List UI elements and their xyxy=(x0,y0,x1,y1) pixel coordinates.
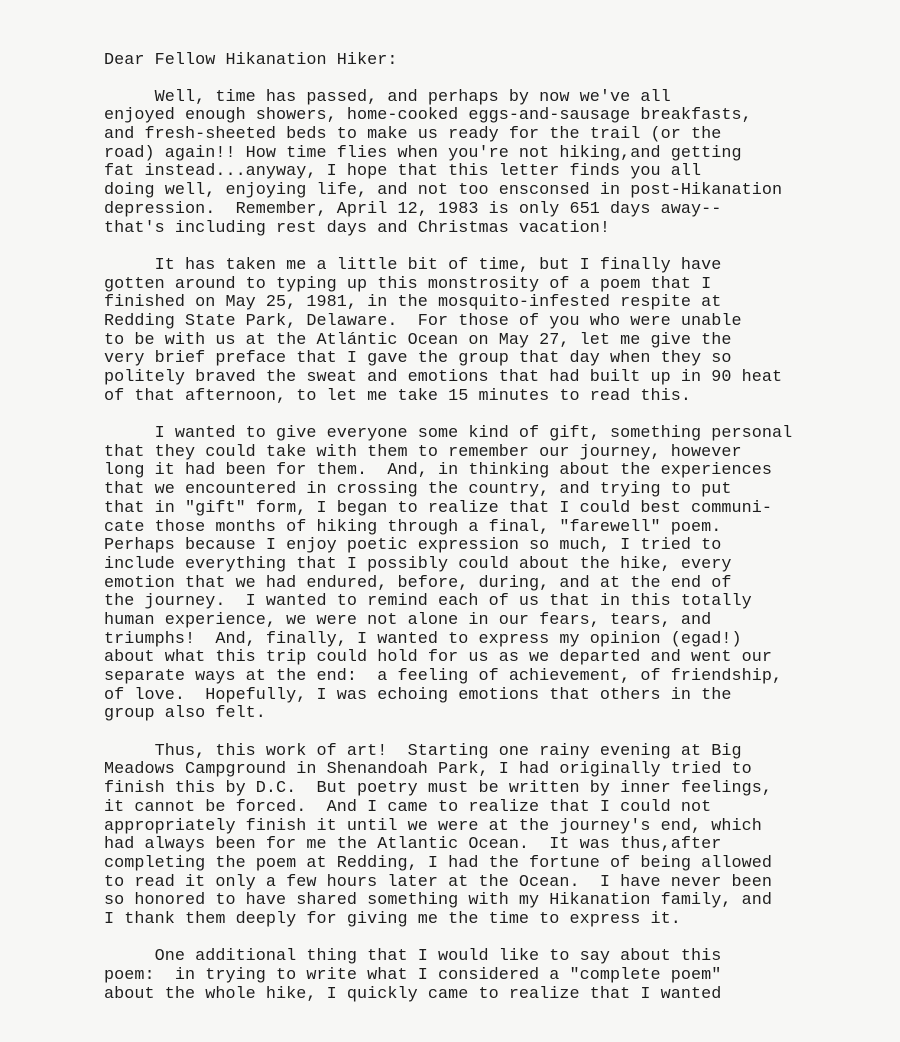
text-line: appropriately finish it until we were at the journey's end, which xyxy=(104,816,762,836)
text-line: Well, time has passed, and perhaps by now we've all xyxy=(104,87,671,107)
text-line: very brief preface that I gave the group that day when they so xyxy=(104,349,732,369)
text-line: the journey. I wanted to remind each of us that in this totally xyxy=(104,592,752,612)
paragraph-2 xyxy=(104,257,884,407)
text-line: I thank them deeply for giving me the time to express it. xyxy=(104,909,681,929)
salutation: Dear Fellow Hikanation Hiker: xyxy=(104,51,398,70)
text-line: depression. Remember, April 12, 1983 is only 651 days away-- xyxy=(104,199,722,219)
text-line: finish this by D.C. But poetry must be written by inner feelings, xyxy=(104,779,772,799)
text-line: Perhaps because I enjoy poetic expression so much, I tried to xyxy=(104,536,722,556)
text-line: to be with us at the Atlántic Ocean on May 27, let me give the xyxy=(104,330,732,350)
text-line: that they could take with them to remember our journey, however xyxy=(104,442,742,462)
text-line: gotten around to typing up this monstrosity of a poem that I xyxy=(104,274,712,294)
paragraph-3 xyxy=(104,425,884,724)
text-line: I wanted to give everyone some kind of gift, something personal xyxy=(104,424,793,444)
text-line: finished on May 25, 1981, in the mosquito-infested respite at xyxy=(104,293,722,313)
text-line: triumphs! And, finally, I wanted to express my opinion (egad!) xyxy=(104,629,742,649)
text-line: of that afternoon, to let me take 15 minutes to read this. xyxy=(104,386,691,406)
text-line: so honored to have shared something with my Hikanation family, and xyxy=(104,891,772,911)
text-line: that we encountered in crossing the country, and trying to put xyxy=(104,480,732,500)
text-line: completing the poem at Redding, I had the fortune of being allowed xyxy=(104,853,772,873)
text-line: emotion that we had endured, before, during, and at the end of xyxy=(104,573,732,593)
text-line: separate ways at the end: a feeling of achievement, of friendship, xyxy=(104,667,783,687)
text-line: road) again!! How time flies when you're not hiking,and getting xyxy=(104,143,742,163)
text-line: Thus, this work of art! Starting one rainy evening at Big xyxy=(104,741,742,761)
paragraph-5 xyxy=(104,948,884,1004)
text-line: politely braved the sweat and emotions that had built up in 90 heat xyxy=(104,368,783,388)
text-line: that's including rest days and Christmas vacation! xyxy=(104,218,611,238)
text-line: fat instead...anyway, I hope that this letter finds you all xyxy=(104,162,702,182)
text-line: Meadows Campground in Shenandoah Park, I had originally tried to xyxy=(104,760,752,780)
text-line: to read it only a few hours later at the Ocean. I have never been xyxy=(104,872,772,892)
text-line: human experience, we were not alone in our fears, tears, and xyxy=(104,610,712,630)
paragraph-1 xyxy=(104,89,884,239)
text-line: It has taken me a little bit of time, but I finally have xyxy=(104,255,722,275)
paragraph-4 xyxy=(104,743,884,930)
text-line: group also felt. xyxy=(104,704,266,724)
text-line: had always been for me the Atlantic Ocean. It was thus,after xyxy=(104,835,722,855)
text-line: poem: in trying to write what I considered a "complete poem" xyxy=(104,966,722,986)
text-line: include everything that I possibly could about the hike, every xyxy=(104,554,732,574)
text-line: enjoyed enough showers, home-cooked eggs-and-sausage breakfasts, xyxy=(104,106,752,126)
text-line: cate those months of hiking through a final, "farewell" poem. xyxy=(104,517,722,537)
text-line: long it had been for them. And, in thinking about the experiences xyxy=(104,461,772,481)
text-line: about the whole hike, I quickly came to realize that I wanted xyxy=(104,984,722,1004)
letter-body xyxy=(104,52,884,1023)
text-line: of love. Hopefully, I was echoing emotions that others in the xyxy=(104,685,732,705)
text-line: about what this trip could hold for us as we departed and went our xyxy=(104,648,772,668)
text-line: doing well, enjoying life, and not too ensconsed in post-Hikanation xyxy=(104,181,783,201)
text-line: that in "gift" form, I began to realize that I could best communi- xyxy=(104,498,772,518)
text-line: One additional thing that I would like to say about this xyxy=(104,947,722,967)
text-line: and fresh-sheeted beds to make us ready for the trail (or the xyxy=(104,125,722,145)
text-line: Redding State Park, Delaware. For those of you who were unable xyxy=(104,311,742,331)
text-line: it cannot be forced. And I came to realize that I could not xyxy=(104,797,712,817)
